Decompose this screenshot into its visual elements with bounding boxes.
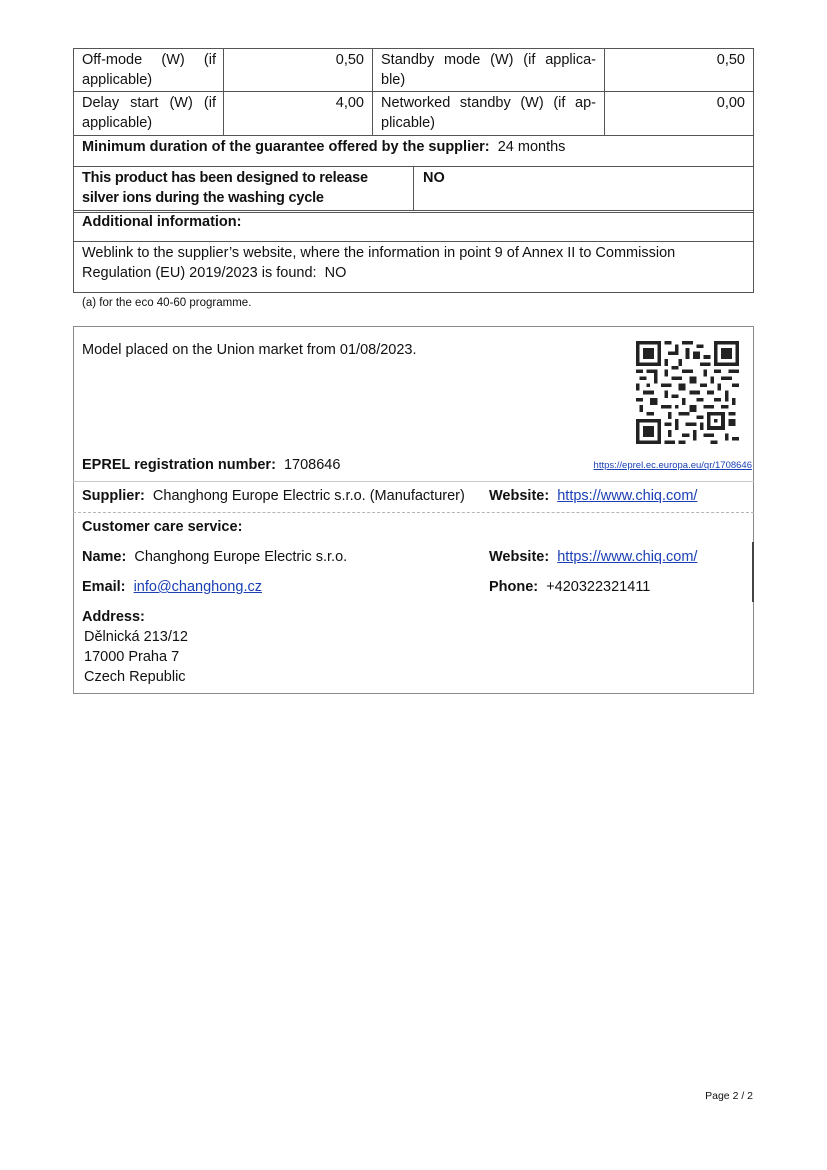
footnote: (a) for the eco 40-60 programme. <box>82 297 252 309</box>
guarantee-value: 24 months <box>497 139 566 155</box>
eprel-registration-number: 1708646 <box>283 457 341 473</box>
silver-ions-label: This product has been designed to release silver ions during the washing cycle <box>82 170 368 206</box>
supplier-website-link[interactable]: https://www.chiq.com/ <box>557 488 698 504</box>
supplier-name: Changhong Europe Electric s.r.o. (Manufacturer) <box>152 488 465 504</box>
eprel-registration <box>82 455 482 475</box>
weblink-text: Weblink to the supplier’s website, where the information in point 9 of Annex II to Commission Regulation (EU) 2019/2023 is found: <box>82 245 676 281</box>
customer-care-email-label: Email: <box>82 579 126 595</box>
networked-standby-value: 0,00 <box>716 95 745 111</box>
address-line-2: 17000 Praha 7 <box>84 649 180 665</box>
guarantee-row <box>82 137 747 157</box>
off-mode-value: 0,50 <box>335 52 364 68</box>
customer-care-website-row <box>489 547 749 567</box>
additional-info-label: Additional information: <box>82 214 242 230</box>
supplier-row <box>82 486 482 506</box>
customer-care-name-row <box>82 547 482 567</box>
weblink-value: NO <box>324 265 347 281</box>
eprel-qr-link[interactable]: https://eprel.ec.europa.eu/qr/1708646 <box>593 460 752 471</box>
supplier-website-row <box>489 486 749 506</box>
standby-mode-label: Standby mode (W) (if applica-ble) <box>381 52 596 88</box>
page-number: Page 2 / 2 <box>705 1090 753 1102</box>
customer-care-phone: +420322321411 <box>546 579 651 595</box>
customer-care-phone-label: Phone: <box>489 579 539 595</box>
supplier-label: Supplier: <box>82 488 145 504</box>
eprel-registration-label: EPREL registration number: <box>82 457 276 473</box>
networked-standby-label: Networked standby (W) (if ap-plicable) <box>381 95 596 131</box>
standby-mode-value: 0,50 <box>716 52 745 68</box>
address-line-1: Dělnická 213/12 <box>84 629 188 645</box>
customer-care-name: Changhong Europe Electric s.r.o. <box>134 549 348 565</box>
off-mode-label: Off-mode (W) (if applicable) <box>82 52 216 88</box>
silver-ions-value: NO <box>423 170 445 186</box>
delay-start-value: 4,00 <box>335 95 364 111</box>
customer-care-heading: Customer care service: <box>82 519 243 535</box>
customer-care-email-link[interactable]: info@changhong.cz <box>133 579 262 595</box>
qr-code-icon[interactable] <box>636 341 739 444</box>
customer-care-address-label: Address: <box>82 609 145 625</box>
delay-start-label: Delay start (W) (if applicable) <box>82 95 216 131</box>
customer-care-name-label: Name: <box>82 549 127 565</box>
supplier-website-label: Website: <box>489 488 550 504</box>
customer-care-website-label: Website: <box>489 549 550 565</box>
model-placed-text: Model placed on the Union market from 01/08/2023. <box>82 342 417 358</box>
customer-care-phone-row <box>489 577 749 597</box>
address-line-3: Czech Republic <box>84 669 186 685</box>
customer-care-website-link[interactable]: https://www.chiq.com/ <box>557 549 698 565</box>
guarantee-label: Minimum duration of the guarantee offered by the supplier: <box>82 139 490 155</box>
customer-care-email-row <box>82 577 482 597</box>
weblink-row <box>82 243 748 283</box>
